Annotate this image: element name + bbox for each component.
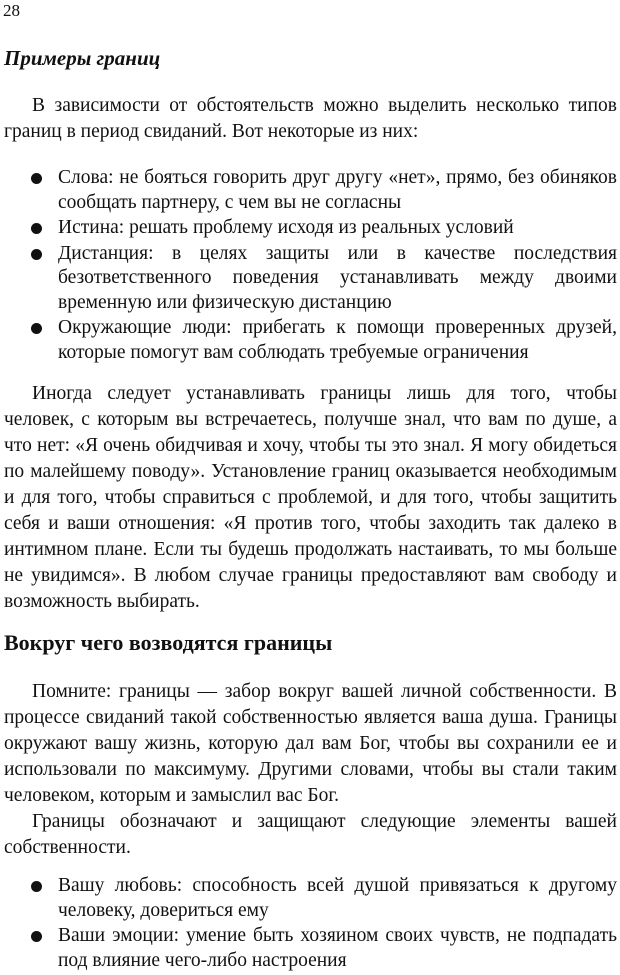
bullet-icon (31, 323, 42, 334)
list-item: Слова: не бояться говорить друг другу «нет», прямо, без обиняков сообщать партнеру, с чем вы не согласны (4, 166, 617, 215)
list-item: Окружающие люди: прибегать к помощи проверенных друзей, которые помогут вам соблюдать требуемые ограничения (4, 316, 617, 365)
property-elements-list (4, 874, 617, 974)
list-item: Истина: решать проблему исходя из реальных условий (4, 216, 617, 241)
intro-paragraph: В зависимости от обстоятельств можно выделить несколько типов границ в период свиданий. Вот некоторые из них: (4, 95, 617, 142)
bullet-icon (31, 173, 42, 184)
bullet-icon (31, 223, 42, 234)
body-paragraph: Границы обозначают и защищают следующие элементы вашей собственности. (4, 811, 617, 858)
page-number: 28 (3, 1, 20, 20)
list-item: Ваши эмоции: умение быть хозяином своих чувств, не подпадать под влияние чего-либо настроения (4, 924, 617, 973)
bullet-icon (31, 881, 42, 892)
body-paragraph: Помните: границы — забор вокруг вашей личной собственности. В процессе свиданий такой собственностью является ваша душа. Границы окружают вашу жизнь, которую дал вам Бог, чтобы вы сохранили ее и использовали по максимуму. Другими словами, чтобы вы стали таким человеком, которым и замыслил вас Бог. (4, 681, 617, 806)
body-paragraph: Иногда следует устанавливать границы лишь для того, чтобы человек, с которым вы встречаетесь, получше знал, что вам по душе, а что нет: «Я очень обидчивая и хочу, чтобы ты это знал. Я могу обидеться по малейшему поводу». Установление границ оказывается необходимым и для того, чтобы справиться с проблемой, и для того, чтобы защитить себя и ваши отношения: «Я против того, чтобы заходить так далеко в интимном плане. Если ты будешь продолжать настаивать, то мы больше не увидимся». В любом случае границы предоставляют вам свободу и возможность выбирать. (4, 383, 617, 612)
list-item: Дистанция: в целях защиты или в качестве последствия безответственного поведения устанавливать между двоими временную или физическую дистанцию (4, 242, 617, 316)
bullet-icon (31, 931, 42, 942)
section-heading-examples: Примеры границ (4, 46, 161, 70)
bullet-icon (31, 249, 42, 260)
section-heading-around: Вокруг чего возводятся границы (4, 630, 333, 655)
list-item: Вашу любовь: способность всей душой привязаться к другому человеку, довериться ему (4, 874, 617, 923)
boundary-types-list (4, 166, 617, 366)
